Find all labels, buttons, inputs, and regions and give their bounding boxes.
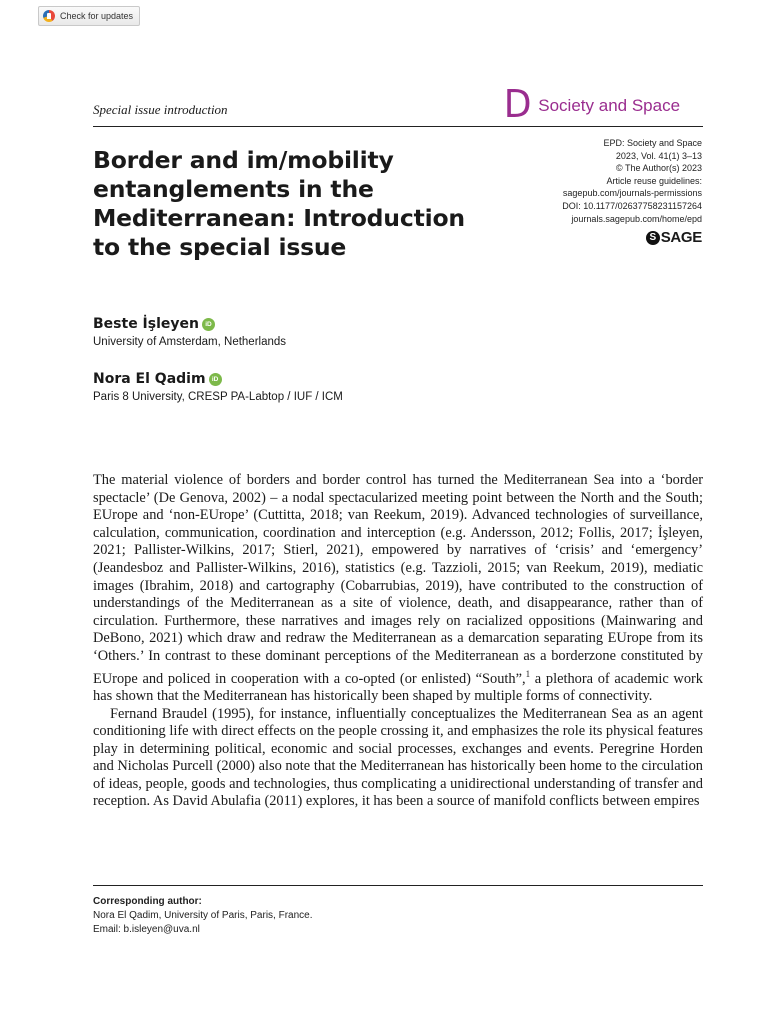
publisher-name: SAGE — [660, 229, 702, 246]
journal-logo — [503, 82, 681, 126]
journal-name: Society and Space — [538, 96, 681, 115]
section-label: Special issue introduction — [93, 102, 228, 117]
meta-copyright: © The Author(s) 2023 — [615, 163, 702, 174]
meta-journal-link[interactable]: journals.sagepub.com/home/epd — [571, 213, 702, 224]
orcid-icon[interactable]: iD — [202, 318, 215, 331]
publisher-logo — [646, 229, 702, 246]
check-for-updates-button[interactable] — [38, 6, 140, 26]
meta-doi[interactable]: DOI: 10.1177/02637758231157264 — [562, 200, 702, 211]
author-name: Nora El Qadim — [93, 371, 206, 387]
body-paragraph: Fernand Braudel (1995), for instance, influentially conceptualizes the Mediterranean Sea as an agent conditioning life with direct effects on the people crossing it, and emphasizes the role its physical features play in determining political, economic and social processes, exchanges and events. Peregrine Horden and Nicholas Purcell (2000) also note that the Mediterranean has historically been home to the circulation of ideas, people, goods and technologies, thus complicating a unidirectional understanding of transfer and reception. As David Abulafia (2011) explores, it has been a source of manifold conflicts between empires — [93, 705, 703, 810]
corresponding-author — [93, 895, 313, 937]
title-line: to the special issue — [93, 233, 347, 261]
title-line: Mediterranean: Introduction — [93, 204, 465, 232]
crossmark-icon — [43, 10, 55, 22]
sage-icon: S — [646, 231, 660, 245]
article-title — [93, 146, 493, 262]
corresponding-author-address: Nora El Qadim, University of Paris, Paris, France. — [93, 910, 313, 921]
author-block — [93, 371, 343, 403]
meta-reuse-link[interactable]: sagepub.com/journals-permissions — [562, 188, 702, 199]
meta-volume: 2023, Vol. 41(1) 3–13 — [615, 150, 702, 161]
footnote-reference[interactable]: 1 — [525, 668, 531, 679]
meta-journal: EPD: Society and Space — [603, 138, 702, 148]
journal-logo-mark: D — [503, 82, 532, 126]
orcid-icon[interactable]: iD — [209, 373, 222, 386]
author-block — [93, 316, 286, 348]
corresponding-author-label: Corresponding author: — [93, 896, 202, 907]
footnote-divider — [93, 885, 703, 886]
title-line: Border and im/mobility — [93, 146, 394, 174]
body-paragraph: The material violence of borders and border control has turned the Mediterranean Sea into a ‘border spectacle’ (De Genova, 2002) – a nodal spectacularized meeting point between the North and the South; EUrope and ‘non-EUrope’ (Cuttitta, 2018; van Reekum, 2019). Advanced technologies of surveillance, calculation, communication, coordination and interception (e.g. Andersson, 2012; Follis, 2017; İşleyen, 2021; Pallister-Wilkins, 2017; Stierl, 2021), empowered by narratives of ‘crisis’ and ‘emergency’ (Jeandesboz and Pallister-Wilkins, 2016), statistics (e.g. Tazzioli, 2015; van Reekum, 2019), mediatic images (Ibrahim, 2018) and cartography (Cobarrubias, 2019), have contributed to the construction of understandings of the Mediterranean as a site of violence, death, and disappearance, rather than of circulation. Furthermore, these narratives and images rely on racialized oppositions (Mainwaring and DeBono, 2021) which draw and redraw the Mediterranean as a demarcation separating EUrope from its ‘Others.’ In contrast to these dominant perceptions of the Mediterranean as a borderzone constituted by EUrope and policed in cooperation with a co-opted (or enlisted) “South”,$^1$ a plethora of academic work has shown that the Mediterranean has historically been shaped by multiple forms of connectivity. — [93, 472, 703, 704]
author-name: Beste İşleyen — [93, 316, 199, 332]
header-divider — [93, 126, 703, 127]
article-metadata — [562, 137, 702, 225]
author-affiliation: University of Amsterdam, Netherlands — [93, 336, 287, 348]
title-line: entanglements in the — [93, 175, 374, 203]
author-affiliation: Paris 8 University, CRESP PA-Labtop / IUF / ICM — [93, 391, 343, 403]
article-body — [93, 472, 703, 811]
check-for-updates-label: Check for updates — [60, 11, 134, 21]
meta-reuse-label: Article reuse guidelines: — [606, 175, 702, 186]
corresponding-author-email[interactable]: Email: b.isleyen@uva.nl — [93, 924, 200, 935]
